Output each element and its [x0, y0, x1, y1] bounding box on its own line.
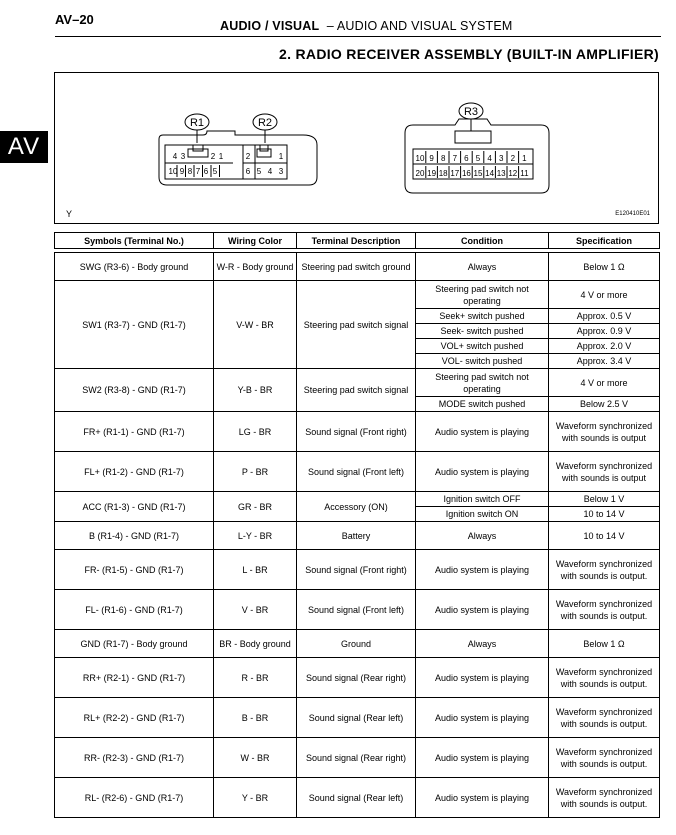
condition-cell: Always — [416, 630, 549, 658]
specification-cell: Waveform synchronized with sounds is output. — [549, 738, 660, 778]
wiring-color-cell: Y-B - BR — [214, 369, 297, 412]
condition-cell: Always — [416, 522, 549, 550]
symbol-cell: RR+ (R2-1) - GND (R1-7) — [55, 658, 214, 698]
specification-cell: Waveform synchronized with sounds is output. — [549, 658, 660, 698]
r2-pin: 3 — [278, 167, 284, 176]
page-number: AV–20 — [55, 12, 94, 27]
r1-pin: 3 — [180, 152, 186, 161]
condition-cell: Ignition switch OFF — [416, 492, 549, 507]
symbol-cell: FR+ (R1-1) - GND (R1-7) — [55, 412, 214, 452]
condition-cell: Audio system is playing — [416, 452, 549, 492]
wiring-color-cell: P - BR — [214, 452, 297, 492]
wiring-color-cell: R - BR — [214, 658, 297, 698]
r1-pin: 8 — [187, 167, 193, 176]
table-row — [55, 778, 660, 818]
specification-cell: Below 1 V — [549, 492, 660, 507]
terminal-description-cell: Sound signal (Front right) — [297, 412, 416, 452]
table-row — [55, 369, 660, 397]
symbol-cell: FL+ (R1-2) - GND (R1-7) — [55, 452, 214, 492]
condition-cell: Audio system is playing — [416, 550, 549, 590]
specification-cell: Waveform synchronized with sounds is output. — [549, 590, 660, 630]
specification-cell: Waveform synchronized with sounds is output. — [549, 698, 660, 738]
specification-cell: 4 V or more — [549, 281, 660, 309]
section-title: 2. RADIO RECEIVER ASSEMBLY (BUILT-IN AMPLIFIER) — [279, 46, 659, 62]
r1-latch — [188, 149, 208, 157]
r3-pin: 20 — [415, 169, 425, 178]
wiring-color-cell: V - BR — [214, 590, 297, 630]
specification-cell: Approx. 0.5 V — [549, 309, 660, 324]
specification-cell: Waveform synchronized with sounds is output. — [549, 778, 660, 818]
r1-latch-top — [193, 145, 203, 151]
condition-cell: Always — [416, 253, 549, 281]
page-header-title — [220, 19, 513, 33]
symbol-cell: SW1 (R3-7) - GND (R1-7) — [55, 281, 214, 369]
table-row — [55, 630, 660, 658]
symbol-cell: GND (R1-7) - Body ground — [55, 630, 214, 658]
condition-cell: VOL- switch pushed — [416, 354, 549, 369]
r3-pin: 7 — [452, 154, 458, 163]
terminal-description-cell: Accessory (ON) — [297, 492, 416, 522]
wiring-color-cell: LG - BR — [214, 412, 297, 452]
table-header-row — [55, 233, 660, 249]
condition-cell: Audio system is playing — [416, 412, 549, 452]
r2-pin: 2 — [245, 152, 251, 161]
r3-pin: 2 — [510, 154, 516, 163]
table-row — [55, 550, 660, 590]
terminal-description-cell: Sound signal (Rear right) — [297, 738, 416, 778]
terminal-description-cell: Sound signal (Front right) — [297, 550, 416, 590]
condition-cell: Audio system is playing — [416, 738, 549, 778]
condition-cell: Ignition switch ON — [416, 507, 549, 522]
terminal-description-cell: Sound signal (Rear right) — [297, 658, 416, 698]
figure-code: E120410E01 — [615, 211, 650, 217]
terminal-description-cell: Steering pad switch ground — [297, 253, 416, 281]
condition-cell: Audio system is playing — [416, 590, 549, 630]
r1-label: R1 — [189, 117, 205, 129]
condition-cell: Seek+ switch pushed — [416, 309, 549, 324]
column-header: Terminal Description — [297, 233, 416, 249]
condition-cell: MODE switch pushed — [416, 397, 549, 412]
r3-pin: 9 — [429, 154, 434, 163]
r3-pin: 8 — [440, 154, 446, 163]
specification-cell: Waveform synchronized with sounds is output — [549, 452, 660, 492]
symbol-cell: FR- (R1-5) - GND (R1-7) — [55, 550, 214, 590]
condition-cell: Steering pad switch not operating — [416, 281, 549, 309]
symbol-cell: SW2 (R3-8) - GND (R1-7) — [55, 369, 214, 412]
terminal-description-cell: Sound signal (Front left) — [297, 452, 416, 492]
r3-pin: 1 — [522, 154, 527, 163]
r3-pin: 6 — [464, 154, 469, 163]
condition-cell: Audio system is playing — [416, 658, 549, 698]
terminal-description-cell: Sound signal (Rear left) — [297, 778, 416, 818]
table-row — [55, 253, 660, 281]
header-rule — [55, 36, 661, 37]
r3-latch — [455, 131, 491, 143]
wiring-color-cell: Y - BR — [214, 778, 297, 818]
r3-pin: 12 — [508, 169, 518, 178]
table-row — [55, 492, 660, 507]
column-header: Symbols (Terminal No.) — [55, 233, 214, 249]
terminal-description-cell: Sound signal (Front left) — [297, 590, 416, 630]
specification-cell: Waveform synchronized with sounds is output — [549, 412, 660, 452]
r2-pin: 1 — [278, 152, 284, 161]
r1-pin: 2 — [210, 152, 216, 161]
condition-cell: VOL+ switch pushed — [416, 339, 549, 354]
symbol-cell: ACC (R1-3) - GND (R1-7) — [55, 492, 214, 522]
specification-cell: 10 to 14 V — [549, 522, 660, 550]
r1-pin: 5 — [212, 167, 218, 176]
symbol-cell: RR- (R2-3) - GND (R1-7) — [55, 738, 214, 778]
condition-cell: Seek- switch pushed — [416, 324, 549, 339]
r3-pin: 19 — [427, 169, 437, 178]
column-header: Condition — [416, 233, 549, 249]
column-header: Specification — [549, 233, 660, 249]
table-row — [55, 658, 660, 698]
r1-pin: 10 — [168, 167, 178, 176]
specification-cell: Below 1 Ω — [549, 630, 660, 658]
terminal-spec-table — [54, 232, 660, 818]
r3-pin: 17 — [450, 169, 460, 178]
specification-cell: Waveform synchronized with sounds is output. — [549, 550, 660, 590]
terminal-description-cell: Sound signal (Rear left) — [297, 698, 416, 738]
r3-pin: 11 — [520, 169, 529, 178]
r1-body — [165, 145, 255, 179]
terminal-description-cell: Steering pad switch signal — [297, 281, 416, 369]
table-row — [55, 452, 660, 492]
terminal-description-cell: Steering pad switch signal — [297, 369, 416, 412]
wiring-color-cell: GR - BR — [214, 492, 297, 522]
r1-pin: 9 — [179, 167, 185, 176]
wiring-color-cell: B - BR — [214, 698, 297, 738]
r3-pin: 15 — [473, 169, 483, 178]
header-title-bold: AUDIO / VISUAL — [220, 19, 320, 33]
symbol-cell: FL- (R1-6) - GND (R1-7) — [55, 590, 214, 630]
r2-pin: 5 — [256, 167, 262, 176]
r3-pin: 16 — [461, 169, 471, 178]
wiring-color-cell: BR - Body ground — [214, 630, 297, 658]
wiring-color-cell: L-Y - BR — [214, 522, 297, 550]
r1-pin: 6 — [203, 167, 209, 176]
r1-pin: 1 — [218, 152, 224, 161]
specification-cell: Approx. 2.0 V — [549, 339, 660, 354]
terminal-description-cell: Battery — [297, 522, 416, 550]
specification-cell: 10 to 14 V — [549, 507, 660, 522]
connector-diagram-svg — [55, 73, 660, 225]
specification-cell: Approx. 0.9 V — [549, 324, 660, 339]
r3-pin: 3 — [498, 154, 504, 163]
condition-cell: Audio system is playing — [416, 698, 549, 738]
connector-diagram — [54, 72, 659, 224]
r3-pin: 13 — [496, 169, 506, 178]
condition-cell: Steering pad switch not operating — [416, 369, 549, 397]
terminal-description-cell: Ground — [297, 630, 416, 658]
r1-pin: 7 — [195, 167, 201, 176]
wiring-color-cell: L - BR — [214, 550, 297, 590]
symbol-cell: SWG (R3-6) - Body ground — [55, 253, 214, 281]
table-row — [55, 698, 660, 738]
table-row — [55, 281, 660, 309]
specification-cell: 4 V or more — [549, 369, 660, 397]
specification-cell: Below 1 Ω — [549, 253, 660, 281]
r2-label: R2 — [257, 117, 273, 129]
table-row — [55, 522, 660, 550]
r2-pin: 6 — [245, 167, 251, 176]
symbol-cell: RL+ (R2-2) - GND (R1-7) — [55, 698, 214, 738]
r3-pin: 14 — [485, 169, 495, 178]
r3-label: R3 — [463, 106, 479, 118]
symbol-cell: B (R1-4) - GND (R1-7) — [55, 522, 214, 550]
symbol-cell: RL- (R2-6) - GND (R1-7) — [55, 778, 214, 818]
table-row — [55, 738, 660, 778]
header-title-rest: – AUDIO AND VISUAL SYSTEM — [326, 19, 513, 33]
specification-cell: Below 2.5 V — [549, 397, 660, 412]
r1-pin: 4 — [172, 152, 178, 161]
table-row — [55, 412, 660, 452]
wiring-color-cell: W - BR — [214, 738, 297, 778]
column-header: Wiring Color — [214, 233, 297, 249]
side-tab: AV — [0, 131, 48, 163]
condition-cell: Audio system is playing — [416, 778, 549, 818]
table-row — [55, 590, 660, 630]
r3-pin: 10 — [415, 154, 425, 163]
r3-pin: 5 — [475, 154, 481, 163]
r2-latch-top — [260, 145, 268, 151]
specification-cell: Approx. 3.4 V — [549, 354, 660, 369]
diagram-corner-label: Y — [66, 209, 73, 219]
r3-pin: 4 — [487, 154, 492, 163]
r2-latch — [257, 149, 271, 157]
wiring-color-cell: V-W - BR — [214, 281, 297, 369]
r3-pin: 18 — [438, 169, 448, 178]
wiring-color-cell: W-R - Body ground — [214, 253, 297, 281]
r2-pin: 4 — [267, 167, 273, 176]
